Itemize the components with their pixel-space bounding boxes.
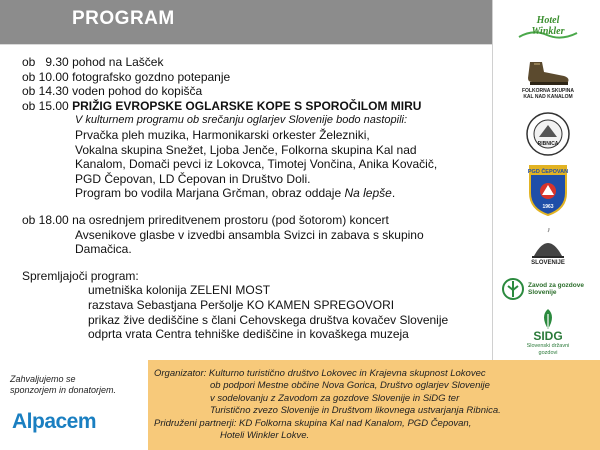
program-time: ob 9.30 [22,55,69,69]
program-item [22,55,492,70]
host-show: Na lepše [344,186,392,201]
logo-column-divider [492,0,493,360]
alpacem-wordmark: Alpacem [12,410,97,433]
evening-line: Avsenikove glasbe v izvedbi ansambla Svizci in zabava s skupino [75,227,424,242]
dancing-shoe-icon [520,54,576,88]
alpacem-logo [12,410,96,434]
organizer-panel [148,360,600,450]
tree-icon [536,308,560,330]
performer-line: Vokalna skupina Snežet, Ljoba Jenče, Folkorna skupina Kal nad [75,142,417,157]
page-title: PROGRAM [72,8,175,29]
organizer-line: v sodelovanju z Zavodom za gozdove Slovenije in SiDG ter [210,392,460,404]
program-time: ob 10.00 [22,69,69,84]
hotel-winkler-logo [496,6,600,46]
program-item-highlight [22,99,492,114]
performer-line: PGD Čepovan, LD Čepovan in Društvo Doli. [75,171,311,186]
evening-item [22,213,492,228]
organizer-line: Hoteli Winkler Lokve. [220,430,310,442]
program-highlight-text: PRIŽIG EVROPSKE OGLARSKE KOPE S SPOROČILOM MIRU [72,98,422,113]
program-item [22,84,492,99]
program-item [22,70,492,85]
program-text: voden pohod do kopišča [72,84,203,99]
host-line [22,186,492,201]
spacer [22,201,492,213]
svg-text:Hotel: Hotel [536,15,560,26]
sidg-name: SIDG [533,329,563,343]
seal-text: RIBNICA [537,141,559,147]
zavod-name-line2: Slovenije [528,289,557,296]
hotel-winkler-logo-icon [513,9,583,43]
side-program-title: Spremljajoči program: [22,268,139,283]
side-program-item: umetniška kolonija ZELENI MOST [88,283,271,298]
thanks-line: sponzorjem in donatorjem. [10,385,117,395]
folkorna-caption: FOLKORNA SKUPINA KAL NAD KANALOM [521,88,575,100]
oglarji-slovenije-logo [496,225,600,269]
seal-icon [525,111,571,157]
sidg-subtitle-line2: gozdovi [538,349,558,356]
sidg-subtitle-line1: Slovenski državni [526,343,570,349]
organizer-line: Pridruženi partnerji: KD Folkorna skupina Kal nad Kanalom, PGD Čepovan, [154,417,472,429]
sidg-logo [496,306,600,358]
pgd-cepovan-logo [496,162,600,218]
organizer-line: Turistično zvezo Slovenije in Društvom likovnega ustvarjanja Ribnica. [210,405,501,417]
pgd-name: PGD ČEPOVAN [527,169,569,175]
cultural-intro: V kulturnem programu ob srečanju oglarjev Slovenije bodo nastopili: [75,114,408,127]
header-bar [0,0,492,44]
program-content [22,55,492,342]
spacer [22,257,492,269]
fire-brigade-shield-icon [527,163,569,217]
performer-line: Prvačka pleh muzika, Harmonikarski orkester Železniki, [75,127,370,142]
side-program-item: odprta vrata Centra tehniške dediščine in kovaškega muzeja [88,327,409,342]
organizer-line: ob podpori Mestne občine Nova Gorica, Društvo oglarjev Slovenije [210,380,490,392]
pgd-year: 1963 [542,204,554,210]
thanks-note [10,374,116,396]
program-text: pohod na Lašček [72,55,164,69]
forest-leaf-icon [502,276,524,302]
partner-logos [496,0,600,360]
slovenije-caption: SLOVENIJE [531,260,565,266]
side-program-item: razstava Sebastjana Peršolje KO KAMEN SPREGOVORI [88,297,395,312]
charcoal-kiln-icon [528,228,568,260]
sponsor-panel [0,360,148,450]
side-program-item: prikaz žive dediščine s člani Cehovskega društva kovačev Slovenije [88,312,449,327]
organizer-text [154,368,501,442]
folkorna-logo [496,52,600,102]
header-divider [0,44,492,45]
thanks-line: Zahvaljujemo se [10,374,76,384]
organizer-line: Organizator: Kulturno turistično društvo Lokovec in Krajevna skupnost Lokovec [154,368,486,379]
zavod-name-line1: Zavod za gozdove [528,281,584,289]
evening-line: Damačica. [75,242,132,257]
program-time: ob 14.30 [22,84,69,99]
program-time: ob 15.00 [22,98,69,113]
svg-text:Winkler: Winkler [531,26,565,37]
ribnica-seal [496,110,600,158]
performer-line: Kanalom, Domači pevci iz Lokovca, Timotej Vončina, Anika Kovačič, [75,157,438,172]
program-time: ob 18.00 [22,212,69,227]
host-post: . [391,186,396,201]
program-text: fotografsko gozdno potepanje [72,69,231,84]
zavod-za-gozdove-logo [496,272,600,306]
program-text: na osrednjem prireditvenem prostoru (pod šotorom) koncert [72,212,389,227]
host-pre: Program bo vodila Marjana Grčman, obraz oddaje [75,186,345,201]
